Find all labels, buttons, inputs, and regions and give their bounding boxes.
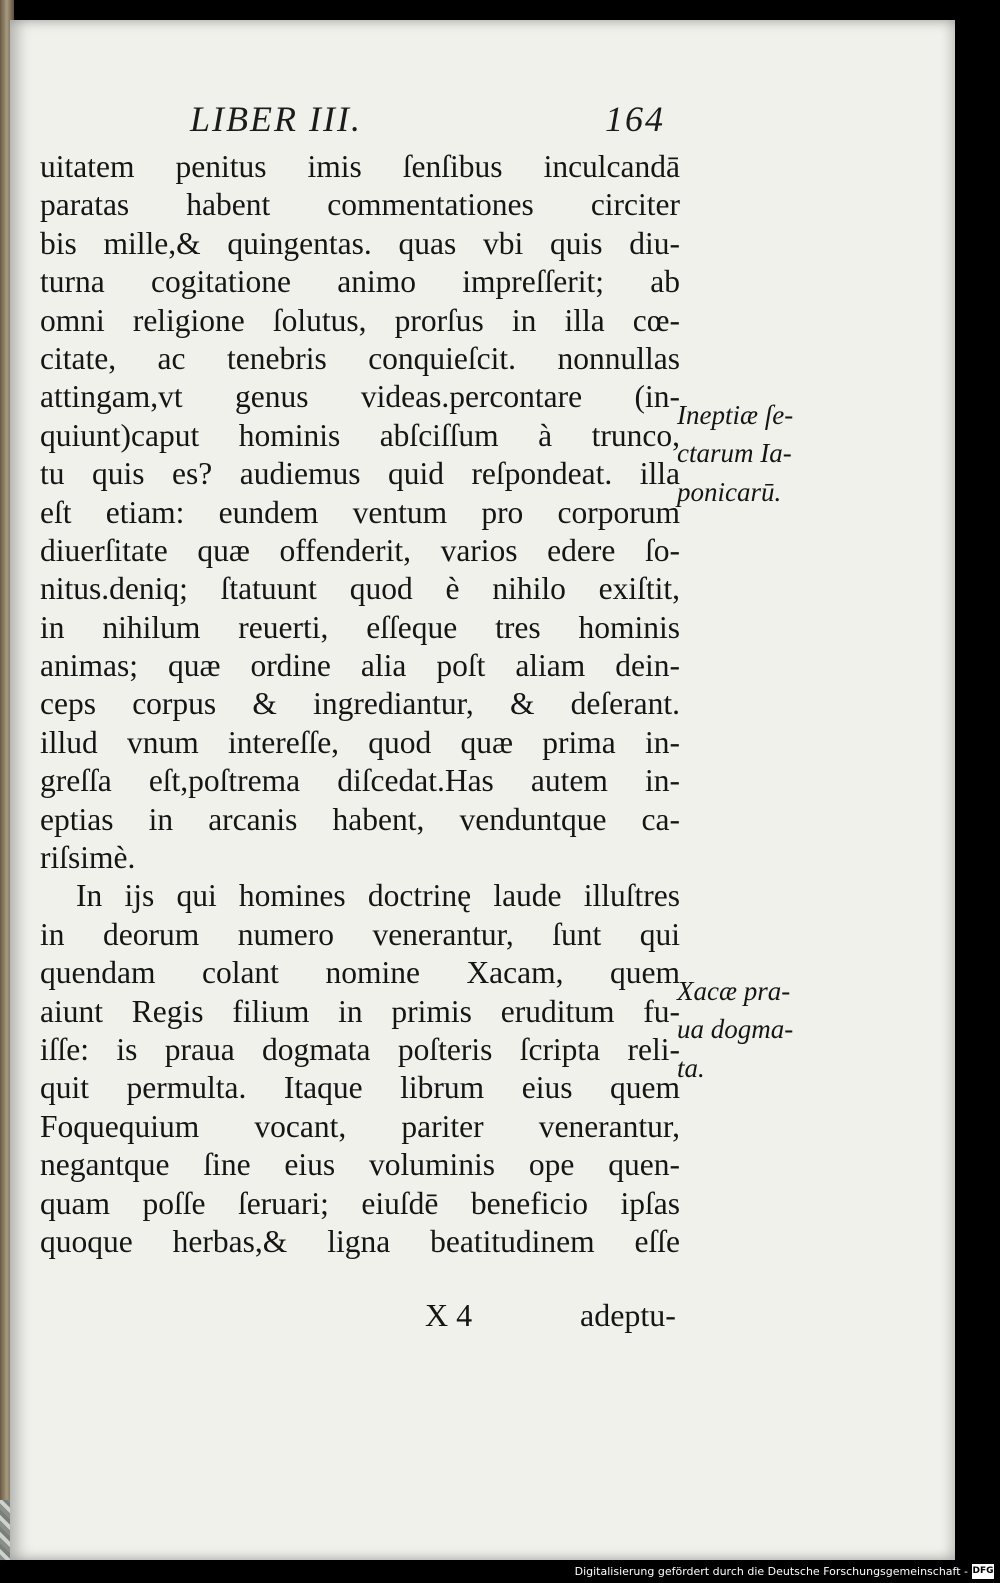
page-number: 164 xyxy=(605,99,665,139)
text-line: paratas habent commentationes circiter xyxy=(40,187,680,223)
text-line: quam poſſe ſeruari; eiuſdē beneficio ipſas xyxy=(40,1185,680,1221)
text-line: animas; quæ ordine alia poſt aliam dein- xyxy=(40,648,680,684)
dfg-logo: DFG xyxy=(972,1564,994,1579)
text-line: negantque ſine eius voluminis ope quen- xyxy=(40,1147,680,1183)
text-line: riſsimè. xyxy=(40,840,136,876)
text-line: quendam colant nomine Xacam, quem xyxy=(40,955,680,991)
text-line: nitus.deniq; ſtatuunt quod è nihilo exiſtit, xyxy=(40,571,680,607)
running-header xyxy=(190,98,665,148)
page-footer xyxy=(40,1297,700,1342)
signature-mark: X 4 xyxy=(425,1297,473,1333)
text-line: In ijs qui homines doctrinę laude illuſtres xyxy=(76,878,680,914)
margin-note-ineptiae xyxy=(677,396,793,511)
margin-note-line: ctarum Ia- xyxy=(677,438,792,469)
text-line: quit permulta. Itaque librum eius quem xyxy=(40,1070,680,1106)
text-line: greſſa eſt,poſtrema diſcedat.Has autem in- xyxy=(40,763,680,799)
text-line: aiunt Regis filium in primis eruditum fu- xyxy=(40,993,680,1029)
text-line: uitatem penitus imis ſenſibus inculcandā xyxy=(40,149,680,184)
text-line: in nihilum reuerti, eſſeque tres hominis xyxy=(40,609,680,645)
book-page xyxy=(10,20,955,1560)
text-line: omni religione ſolutus, prorſus in illa cœ- xyxy=(40,302,680,338)
digitization-credit-bar xyxy=(0,1561,1000,1583)
margin-note-line: Ineptiæ ſe- xyxy=(677,400,794,430)
text-line: quiunt)caput hominis abſciſſum à trunco, xyxy=(40,417,680,453)
margin-note-line: Xacæ pra- xyxy=(677,976,791,1006)
text-line: bis mille,& quingentas. quas vbi quis diu- xyxy=(40,225,680,261)
text-line: eptias in arcanis habent, venduntque ca- xyxy=(40,801,680,837)
margin-note-line: ponicarū. xyxy=(677,476,782,507)
text-line: turna cogitatione animo impreſſerit; ab xyxy=(40,264,680,300)
text-line: tu quis es? audiemus quid reſpondeat. illa xyxy=(40,456,680,492)
margin-note-line: ua dogma- xyxy=(677,1014,794,1045)
text-line: citate, ac tenebris conquieſcit. nonnullas xyxy=(40,340,680,376)
catchword: adeptu- xyxy=(580,1297,676,1333)
text-line: ceps corpus & ingrediantur, & deſerant. xyxy=(40,686,680,722)
text-line: attingam,vt genus videas.percontare (in- xyxy=(40,379,680,415)
text-line: Foquequium vocant, pariter venerantur, xyxy=(40,1108,680,1144)
credit-text: Digitalisierung gefördert durch die Deutsche Forschungsgemeinschaft - xyxy=(574,1565,968,1578)
text-line: diuerſitate quæ offenderit, varios edere ſo- xyxy=(40,532,680,568)
text-line: eſt etiam: eundem ventum pro corporum xyxy=(40,494,680,530)
text-line: in deorum numero venerantur, ſunt qui xyxy=(40,916,680,952)
text-line: quoque herbas,& ligna beatitudinem eſſe xyxy=(40,1223,680,1259)
main-text-block xyxy=(40,148,680,1261)
running-title: LIBER III. xyxy=(190,99,362,139)
text-line: illud vnum intereſſe, quod quæ prima in- xyxy=(40,724,680,760)
margin-note-line: ta. xyxy=(677,1052,705,1083)
text-line: iſſe: is praua dogmata poſteris ſcripta reli- xyxy=(40,1031,680,1067)
margin-note-xacae xyxy=(677,972,793,1087)
